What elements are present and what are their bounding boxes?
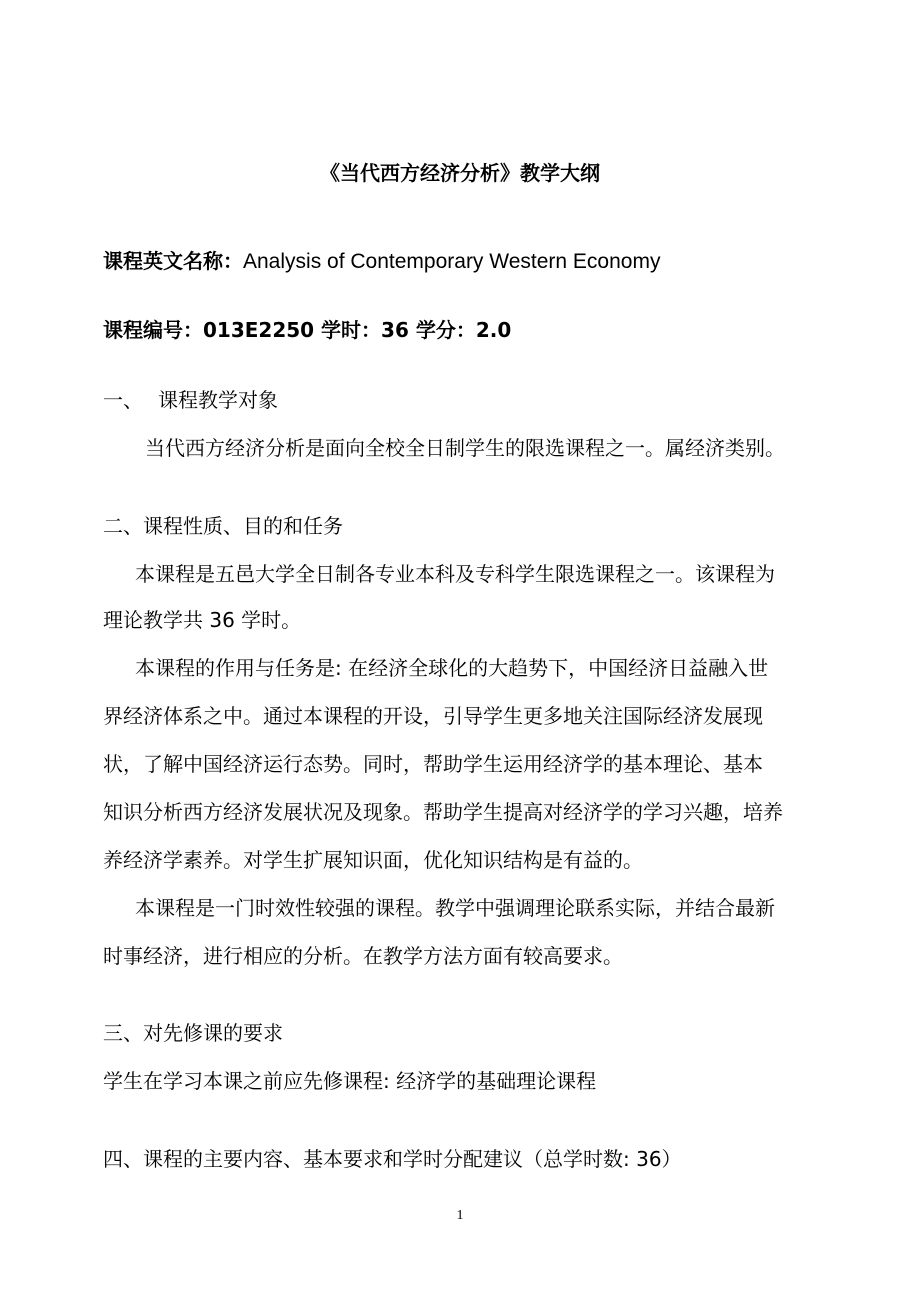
english-name-label: 课程英文名称： [103, 249, 243, 273]
section-4-heading: 四、课程的主要内容、基本要求和学时分配建议（总学时数: 36） [103, 1147, 682, 1171]
section-2-p2-line4: 知识分析西方经济发展状况及现象。帮助学生提高对经济学的学习兴趣，培养 [103, 800, 783, 824]
section-3-heading: 三、对先修课的要求 [103, 1021, 283, 1045]
section-2-p1-line1: 本课程是五邑大学全日制各专业本科及专科学生限选课程之一。该课程为 [135, 562, 775, 586]
section-2-heading: 二、课程性质、目的和任务 [103, 514, 343, 538]
section-1-heading-text: 课程教学对象 [158, 388, 278, 412]
section-2-p1-line2: 理论教学共 36 学时。 [103, 608, 302, 632]
section-2-p3-line2: 时事经济，进行相应的分析。在教学方法方面有较高要求。 [103, 944, 623, 968]
section-1-body: 当代西方经济分析是面向全校全日制学生的限选课程之一。属经济类别。 [145, 436, 785, 460]
document-title: 《当代西方经济分析》教学大纲 [320, 161, 600, 185]
section-2-p3-line1: 本课程是一门时效性较强的课程。教学中强调理论联系实际，并结合最新 [135, 896, 775, 920]
section-2-p2-line3: 状，了解中国经济运行态势。同时，帮助学生运用经济学的基本理论、基本 [103, 752, 763, 776]
section-2-p2-line1: 本课程的作用与任务是: 在经济全球化的大趋势下，中国经济日益融入世 [135, 656, 769, 680]
section-3-body: 学生在学习本课之前应先修课程: 经济学的基础理论课程 [103, 1069, 597, 1093]
english-name-line [103, 246, 660, 277]
section-2-p2-line5: 养经济学素养。对学生扩展知识面，优化知识结构是有益的。 [103, 848, 643, 872]
page-number: 1 [456, 1208, 464, 1223]
section-2-p2-line2: 界经济体系之中。通过本课程的开设，引导学生更多地关注国际经济发展现 [103, 704, 763, 728]
course-info-line: 课程编号：013E2250 学时：36 学分：2.0 [103, 318, 512, 342]
section-1-number: 一、 [103, 388, 143, 412]
section-1-heading [103, 385, 278, 415]
english-name-value: Analysis of Contemporary Western Economy [243, 250, 661, 273]
